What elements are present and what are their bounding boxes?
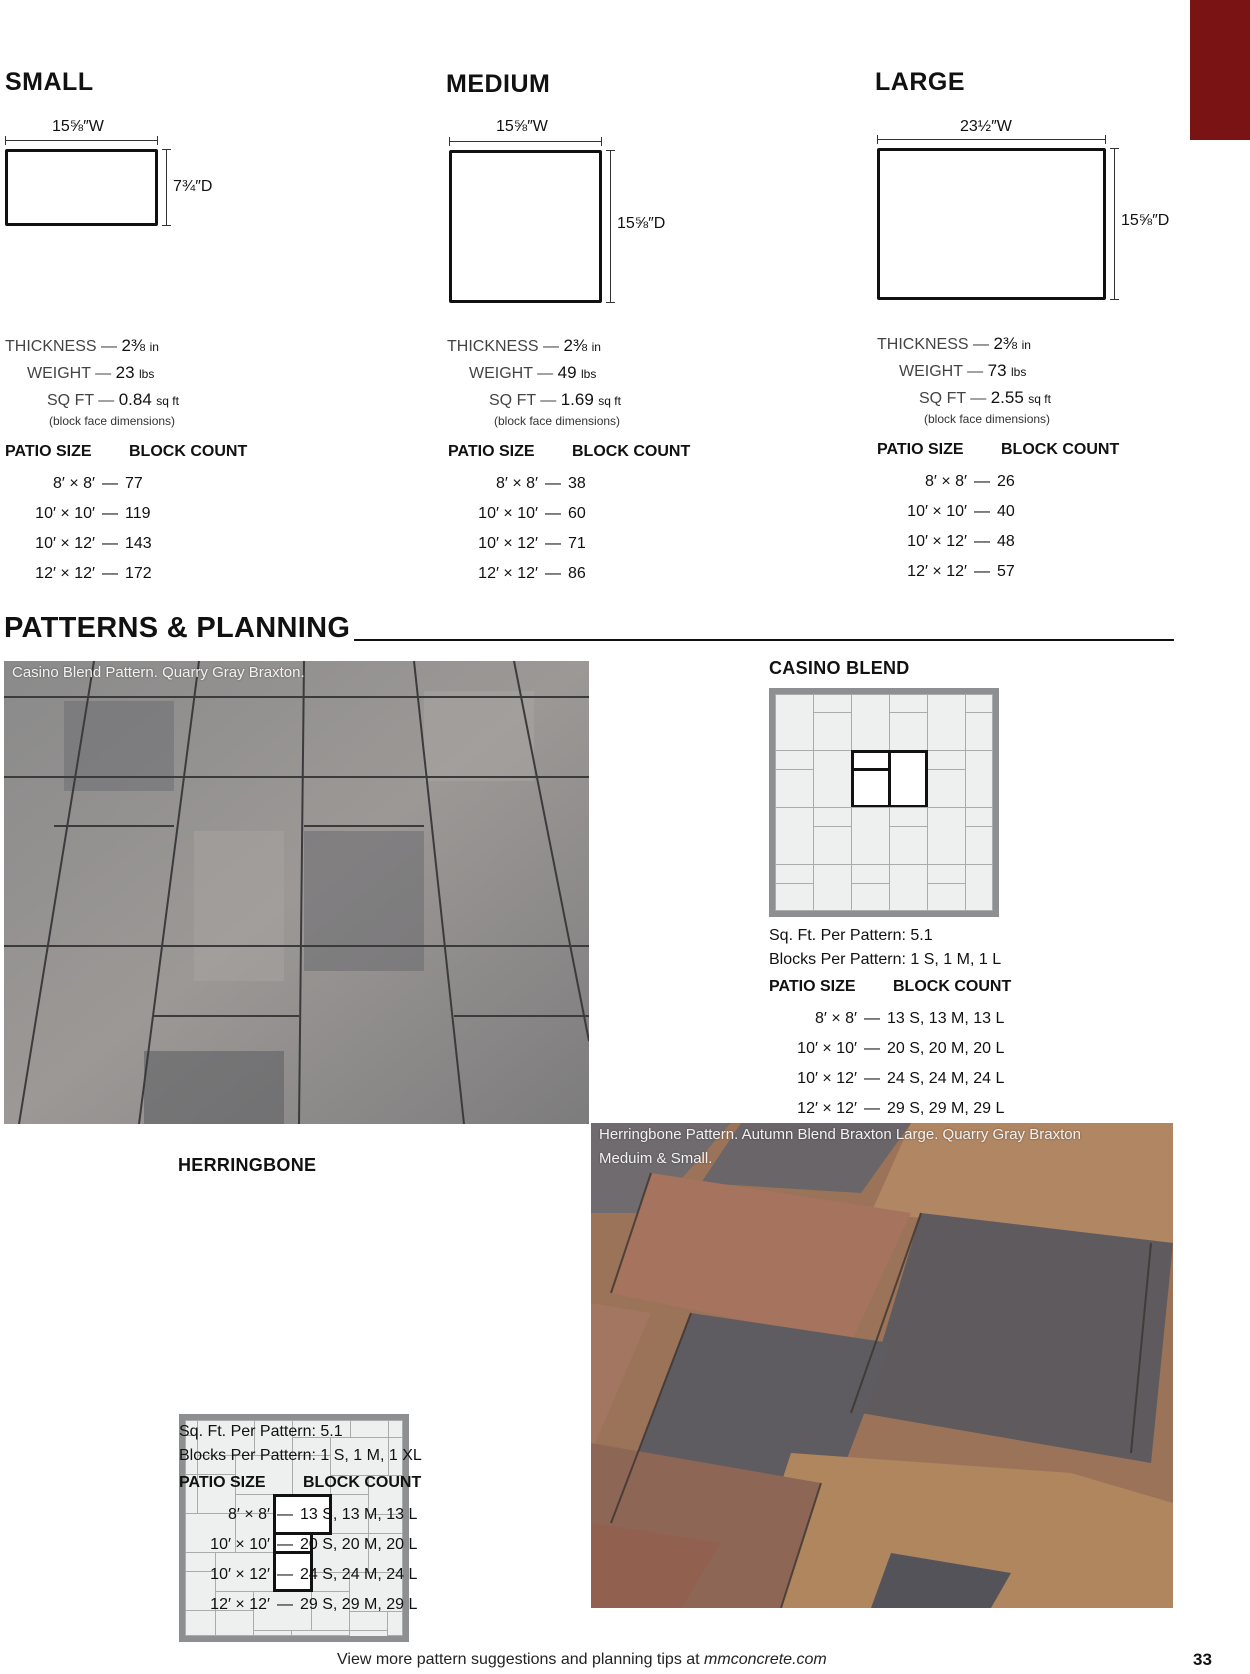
herringbone-photo [591, 1123, 1173, 1608]
sqft-unit: sq ft [156, 394, 179, 408]
table-row: 10′ × 10′ — 20 S, 20 M, 20 L [797, 1040, 1005, 1057]
casino-pattern-info [769, 924, 1001, 972]
weight-unit: lbs [138, 367, 155, 381]
depth-dimension-line [610, 150, 611, 303]
width-dimension-line [449, 141, 602, 142]
table-row: 10′ × 10′ — 119 [35, 505, 151, 522]
casino-blend-title: CASINO BLEND [769, 658, 910, 678]
size-title-small: SMALL [5, 68, 94, 96]
depth-label-medium: 15⅝″D [617, 215, 666, 232]
table-row: 10′ × 12′ — 71 [478, 535, 586, 552]
width-dimension-line [5, 140, 158, 141]
highlight-large-block [888, 750, 928, 808]
page-number: 33 [1193, 1650, 1212, 1669]
block-count-table-small [5, 443, 247, 589]
depth-label-small: 7¾″D [173, 178, 213, 195]
table-row: 10′ × 12′ — 24 S, 24 M, 24 L [210, 1566, 418, 1583]
blocks-per-pattern: Blocks Per Pattern: 1 S, 1 M, 1 L [769, 951, 1002, 968]
block-count-header: BLOCK COUNT [129, 443, 248, 460]
paver-photo-gray [4, 661, 589, 1124]
blocks-per-pattern: Blocks Per Pattern: 1 S, 1 M, 1 XL [179, 1447, 422, 1464]
table-row: 12′ × 12′ — 57 [907, 563, 1015, 580]
block-face-note: (block face dimensions) [49, 414, 176, 428]
block-face-note: (block face dimensions) [924, 412, 1051, 426]
sqft-per-pattern: Sq. Ft. Per Pattern: 5.1 [769, 927, 933, 944]
herringbone-pattern-info [179, 1420, 422, 1468]
casino-blend-diagram [769, 688, 999, 917]
width-label-medium: 15⅝″W [496, 118, 548, 135]
table-row: 12′ × 12′ — 29 S, 29 M, 29 L [797, 1100, 1005, 1117]
sqft-label: SQ FT — [47, 392, 115, 409]
size-title-large: LARGE [875, 68, 965, 96]
table-row: 8′ × 8′ — 13 S, 13 M, 13 L [814, 1010, 1005, 1027]
section-rule [354, 639, 1174, 641]
herringbone-block-count-table: PATIO SIZE BLOCK COUNT 8′ × 8′ — 13 S, 13 M, 13 L 10′ × 10′ — 20 S, 20 M, 20 L 10′ × 12′ — 24 S, 24 M, 24 L 12′ × 12′ — 29 S, 29 M, 29 L [179, 1474, 421, 1620]
depth-label-large: 15⅝″D [1121, 212, 1170, 229]
casino-block-count-table: PATIO SIZE BLOCK COUNT 8′ × 8′ — 13 S, 13 M, 13 L 10′ × 10′ — 20 S, 20 M, 20 L 10′ × 12′ — 24 S, 24 M, 24 L 12′ × 12′ — 29 S, 29 M, 29 L [769, 978, 1011, 1124]
footer-link[interactable]: mmconcrete.com [704, 1651, 827, 1668]
table-row: 10′ × 12′ — 24 S, 24 M, 24 L [797, 1070, 1005, 1087]
herringbone-title: HERRINGBONE [178, 1155, 317, 1175]
size-title-medium: MEDIUM [446, 70, 551, 98]
herringbone-photo-caption: Herringbone Pattern. Autumn Blend Braxton Large. Quarry Gray Braxton Meduim & Small. [599, 1126, 1081, 1167]
casino-blend-photo [4, 661, 589, 1124]
section-title: PATTERNS & PLANNING [4, 612, 351, 644]
block-face-note: (block face dimensions) [494, 414, 621, 428]
specs-medium: THICKNESS — 2⅜ in WEIGHT — 49 lbs SQ FT — 1.69 sq ft (block face dimensions) [447, 336, 621, 428]
highlight-medium-block [851, 768, 891, 808]
large-block-outline [877, 148, 1106, 300]
footer-text: View more pattern suggestions and planning tips at mmconcrete.com [337, 1651, 827, 1668]
weight-label: WEIGHT — [27, 365, 112, 382]
block-count-table-medium: PATIO SIZE BLOCK COUNT 8′ × 8′ — 38 10′ × 10′ — 60 10′ × 12′ — 71 12′ × 12′ — 86 [448, 443, 690, 589]
sqft-value: 0.84 [118, 390, 152, 409]
thickness-unit: in [149, 340, 159, 354]
table-row: 8′ × 8′ — 38 [495, 475, 586, 492]
casino-photo-caption: Casino Blend Pattern. Quarry Gray Braxton. [12, 664, 305, 681]
weight-value: 23 [115, 363, 135, 382]
section-color-tab [1190, 0, 1250, 140]
thickness-label: THICKNESS — [5, 338, 118, 355]
medium-block-outline [449, 150, 602, 303]
table-row: 12′ × 12′ — 29 S, 29 M, 29 L [210, 1596, 418, 1613]
depth-dimension-line [166, 149, 167, 226]
thickness-value: 2⅜ [121, 336, 146, 355]
specs-small [5, 333, 179, 428]
table-row: 8′ × 8′ — 77 [52, 475, 143, 492]
width-label-large: 23½″W [960, 118, 1012, 135]
table-row: 10′ × 12′ — 48 [907, 533, 1015, 550]
table-row: 10′ × 10′ — 60 [478, 505, 586, 522]
table-row: 8′ × 8′ — 26 [924, 473, 1015, 490]
width-label-small: 15⅝″W [52, 118, 104, 135]
table-row: 10′ × 10′ — 40 [907, 503, 1015, 520]
width-dimension-line [877, 139, 1106, 140]
specs-large: THICKNESS — 2⅜ in WEIGHT — 73 lbs SQ FT — 2.55 sq ft (block face dimensions) [877, 334, 1051, 426]
depth-dimension-line [1114, 148, 1115, 300]
patio-size-header: PATIO SIZE [5, 443, 92, 460]
block-count-table-large: PATIO SIZE BLOCK COUNT 8′ × 8′ — 26 10′ × 10′ — 40 10′ × 12′ — 48 12′ × 12′ — 57 [877, 441, 1119, 587]
small-block-outline [5, 149, 158, 226]
table-row: 12′ × 12′ — 86 [478, 565, 586, 582]
table-row: 10′ × 12′ — 143 [35, 535, 152, 552]
table-row: 8′ × 8′ — 13 S, 13 M, 13 L [227, 1506, 418, 1523]
table-row: 12′ × 12′ — 172 [35, 565, 152, 582]
table-row: 10′ × 10′ — 20 S, 20 M, 20 L [210, 1536, 418, 1553]
paver-photo-autumn [591, 1123, 1173, 1608]
sqft-per-pattern: Sq. Ft. Per Pattern: 5.1 [179, 1423, 343, 1440]
